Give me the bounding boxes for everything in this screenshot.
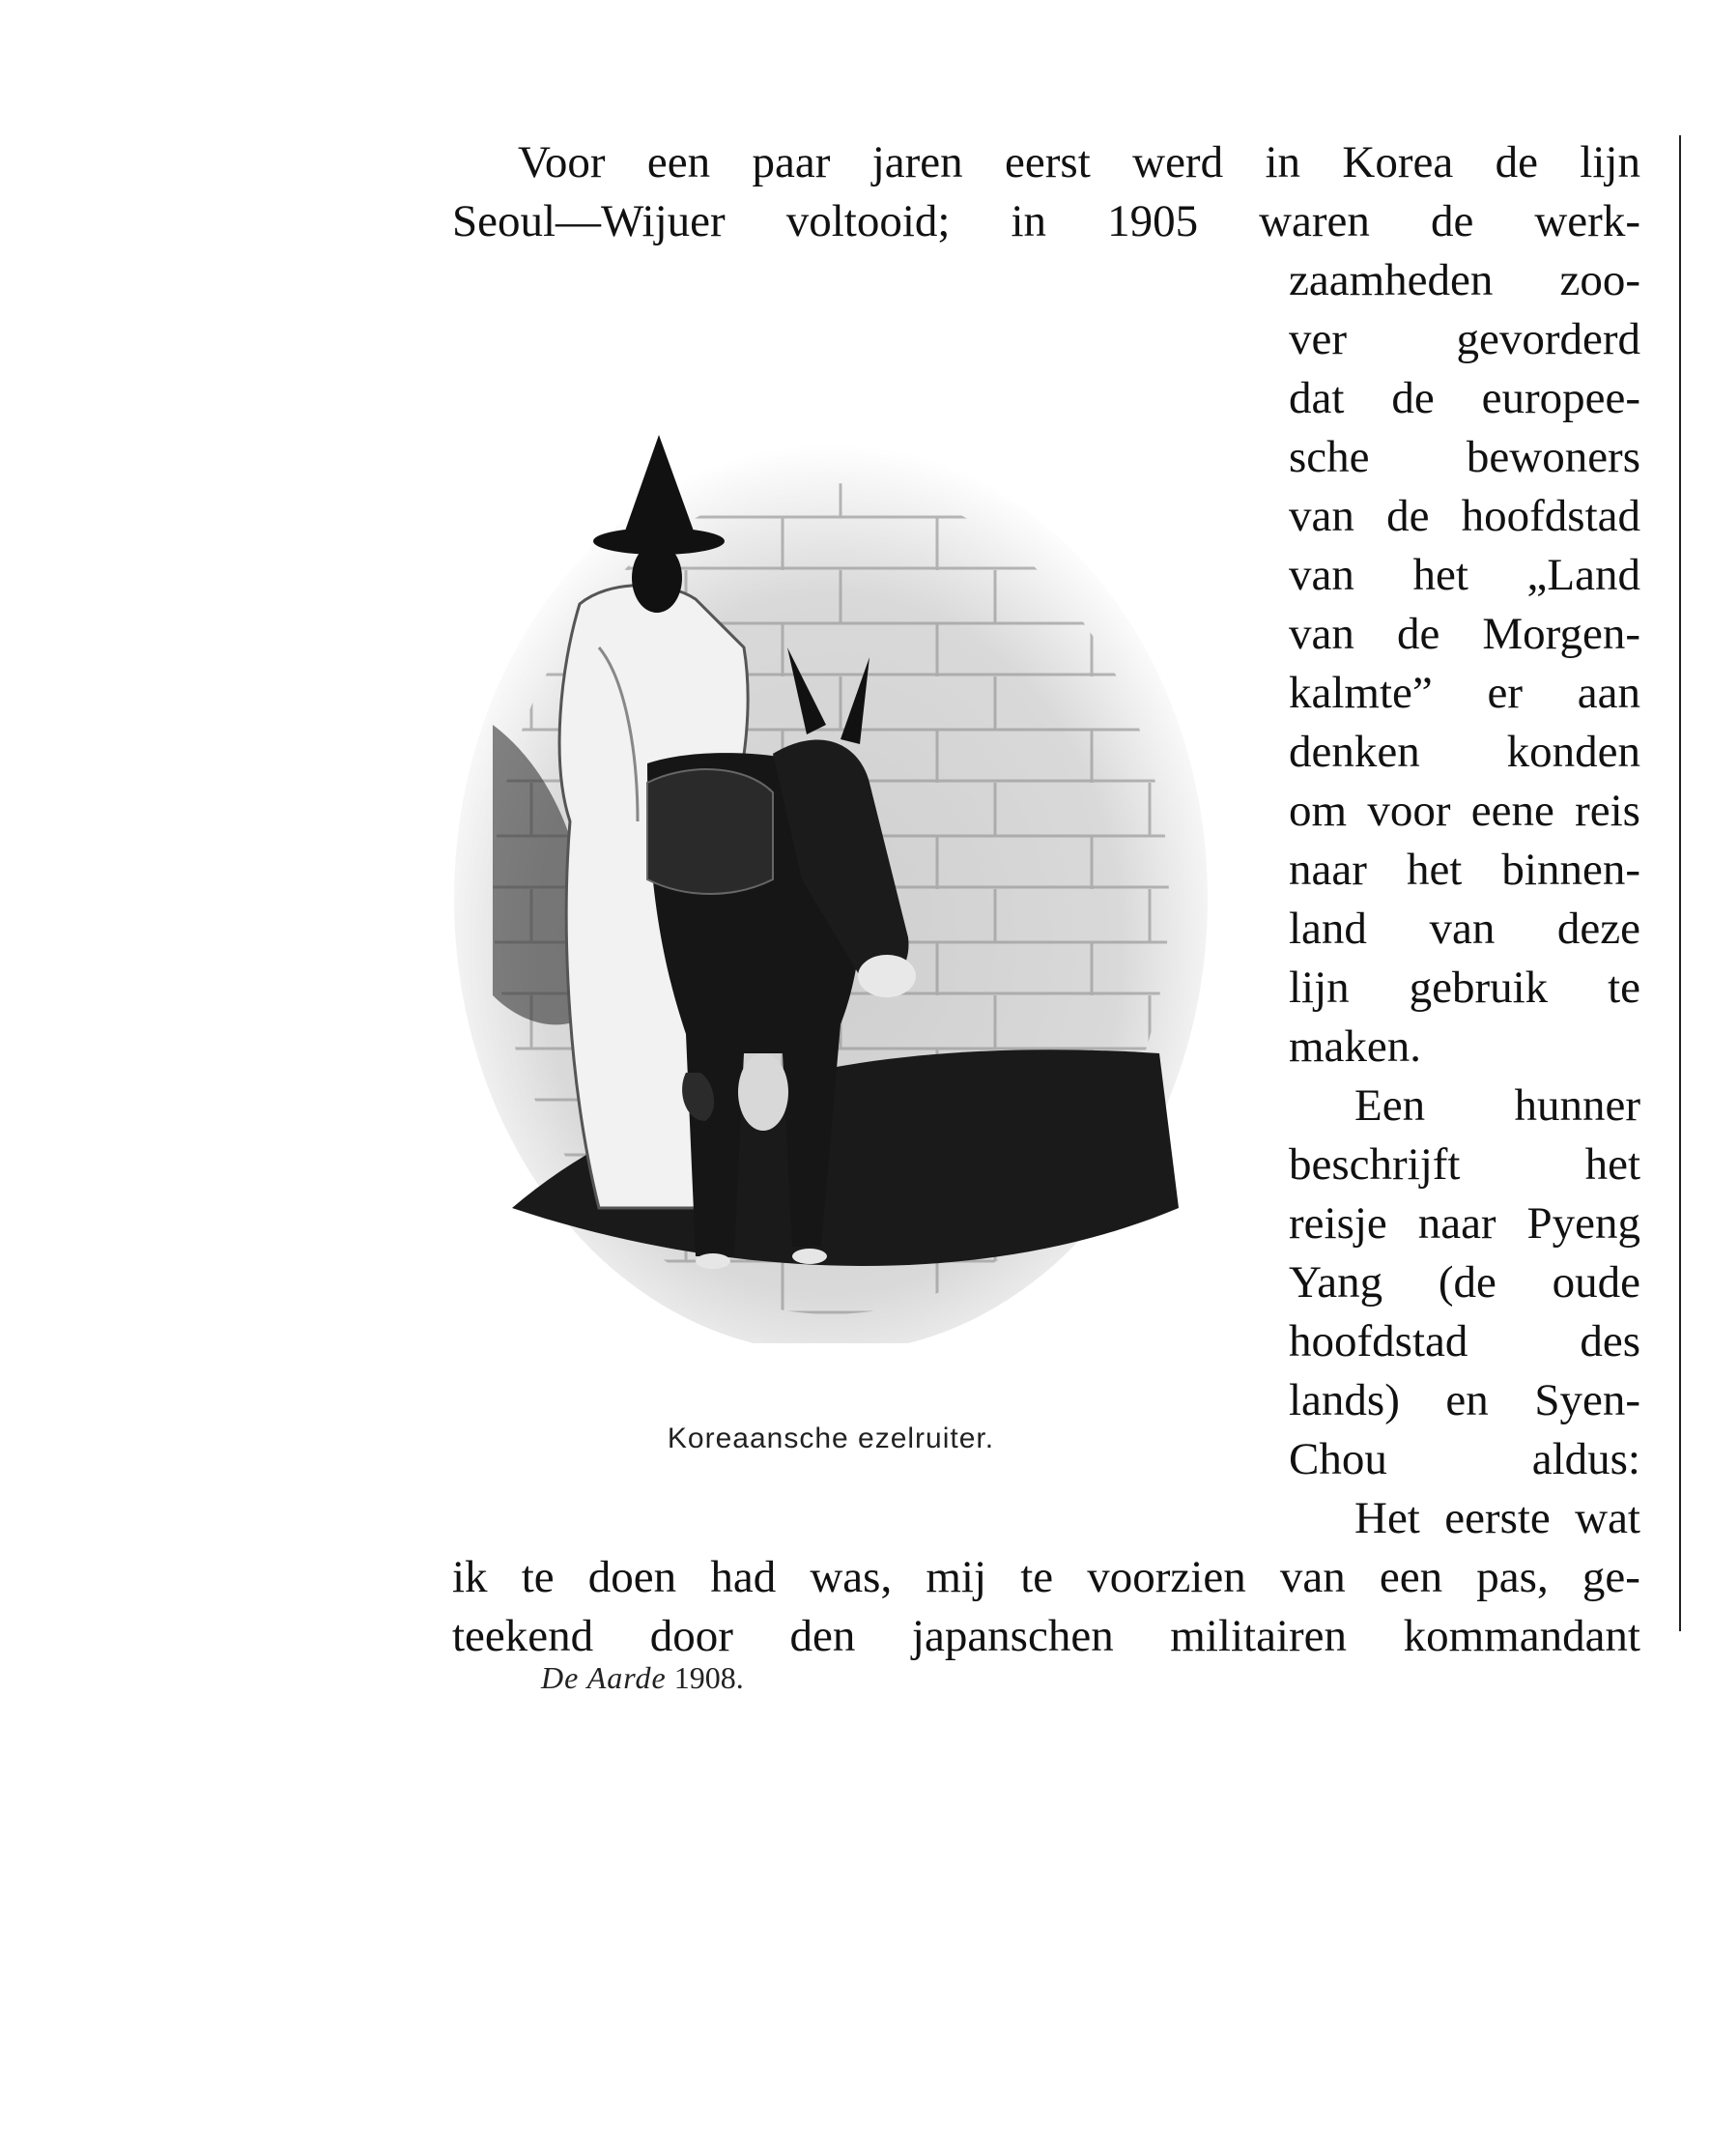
text-line (1289, 900, 1640, 958)
word: ik (452, 1552, 488, 1602)
word: eerste (1444, 1493, 1551, 1543)
word: gevorderd (1456, 314, 1640, 364)
word: europee- (1481, 373, 1640, 423)
text-line (1289, 1135, 1640, 1193)
word: Een (1354, 1080, 1426, 1131)
word: ver (1289, 314, 1348, 364)
word: paar (752, 137, 831, 187)
word: militairen (1170, 1611, 1348, 1661)
word: te (1020, 1552, 1054, 1602)
word: jaren (871, 137, 963, 187)
source-year: 1908. (673, 1660, 744, 1695)
word: gebruik (1409, 963, 1549, 1013)
text-line (1289, 1253, 1640, 1311)
text-line (1289, 959, 1640, 1017)
figure-caption: Koreaansche ezelruiter. (667, 1423, 995, 1454)
word: Seoul—Wijuer (452, 196, 726, 246)
word: doen (587, 1552, 677, 1602)
word: teekend (452, 1611, 594, 1661)
word: wat (1575, 1493, 1640, 1543)
word: denken (1289, 727, 1420, 777)
word: werk- (1534, 196, 1640, 246)
word: een (1379, 1552, 1443, 1602)
margin-rule (1679, 135, 1681, 1631)
word: kalmte” (1289, 668, 1433, 718)
text-line (1289, 369, 1640, 427)
text-line (452, 192, 1640, 250)
text-line (1289, 1077, 1640, 1135)
word: van (1279, 1552, 1346, 1602)
word: het (1406, 845, 1463, 895)
word: sche (1289, 432, 1370, 482)
word: kommandant (1403, 1611, 1640, 1661)
word: mij (926, 1552, 987, 1602)
word: van (1289, 550, 1354, 600)
word: des (1580, 1316, 1640, 1366)
word: te (1608, 963, 1640, 1013)
word: van (1289, 491, 1354, 541)
word: zoo- (1559, 255, 1640, 305)
text-line (1289, 1430, 1640, 1488)
word: Morgen- (1482, 609, 1640, 659)
word: de (1495, 137, 1538, 187)
word: de (1386, 491, 1430, 541)
word: om (1289, 786, 1348, 836)
text-line (1289, 605, 1640, 663)
word: eerst (1005, 137, 1091, 187)
word: er (1487, 668, 1524, 718)
text-line (1289, 1194, 1640, 1252)
word: de (1430, 196, 1474, 246)
text-line (452, 133, 1640, 191)
text-line (452, 1607, 1640, 1665)
text-line (1289, 1018, 1640, 1076)
word: 1905 (1107, 196, 1199, 246)
word: dat (1289, 373, 1345, 423)
word: Het (1354, 1493, 1420, 1543)
text-line (1289, 310, 1640, 368)
source-citation (541, 1660, 744, 1696)
word: eene (1470, 786, 1554, 836)
word: Pyeng (1526, 1198, 1640, 1249)
text-line (1289, 723, 1640, 781)
word: van (1289, 609, 1354, 659)
word: lijn (1289, 963, 1350, 1013)
word: bewoners (1466, 432, 1640, 482)
word: naar (1417, 1198, 1496, 1249)
word: in (1265, 137, 1301, 187)
word: konden (1506, 727, 1640, 777)
word: werd (1132, 137, 1224, 187)
word: hoofdstad (1289, 1316, 1468, 1366)
word: het (1412, 550, 1468, 600)
word: hoofdstad (1461, 491, 1640, 541)
donkey-rider-photo (454, 358, 1208, 1343)
word: reisje (1289, 1198, 1387, 1249)
text-line (1289, 1489, 1640, 1547)
word: Syen- (1534, 1375, 1640, 1425)
word: land (1289, 904, 1367, 954)
text-line (1289, 428, 1640, 486)
word: het (1584, 1139, 1640, 1190)
word: waren (1259, 196, 1370, 246)
word: naar (1289, 845, 1367, 895)
word: te (521, 1552, 555, 1602)
text-line (1289, 1371, 1640, 1429)
text-line (1289, 546, 1640, 604)
word: in (1011, 196, 1047, 246)
word: pas, (1476, 1552, 1549, 1602)
word: Voor (518, 137, 606, 187)
text-line (452, 1548, 1640, 1606)
word: Korea (1342, 137, 1454, 187)
word: reis (1575, 786, 1640, 836)
word: japanschen (911, 1611, 1114, 1661)
word: de (1396, 609, 1440, 659)
word: voor (1367, 786, 1451, 836)
word: beschrijft (1289, 1139, 1461, 1190)
text-line (1289, 782, 1640, 840)
word: „Land (1526, 550, 1640, 600)
text-line (1289, 664, 1640, 722)
word: door (649, 1611, 733, 1661)
word: den (789, 1611, 856, 1661)
word: een (646, 137, 711, 187)
word: deze (1556, 904, 1640, 954)
word: oude (1552, 1257, 1640, 1308)
word: was, (810, 1552, 893, 1602)
word: en (1445, 1375, 1489, 1425)
word: aan (1577, 668, 1640, 718)
word: lijn (1580, 137, 1640, 187)
word: de (1391, 373, 1435, 423)
word: binnen- (1501, 845, 1640, 895)
word: hunner (1514, 1080, 1640, 1131)
word: had (710, 1552, 777, 1602)
text-line (1289, 251, 1640, 309)
text-line (1289, 841, 1640, 899)
word: van (1429, 904, 1496, 954)
word: aldus: (1531, 1434, 1640, 1484)
word: zaamheden (1289, 255, 1494, 305)
source-title: De Aarde (541, 1660, 667, 1695)
word: Yang (1289, 1257, 1383, 1308)
word: lands) (1289, 1375, 1400, 1425)
word: voorzien (1087, 1552, 1246, 1602)
word: maken. (1289, 1021, 1422, 1072)
text-line (1289, 1312, 1640, 1370)
word: Chou (1289, 1434, 1387, 1484)
word: ge- (1582, 1552, 1640, 1602)
word: voltooid; (785, 196, 951, 246)
word: (de (1438, 1257, 1496, 1308)
text-line (1289, 487, 1640, 545)
